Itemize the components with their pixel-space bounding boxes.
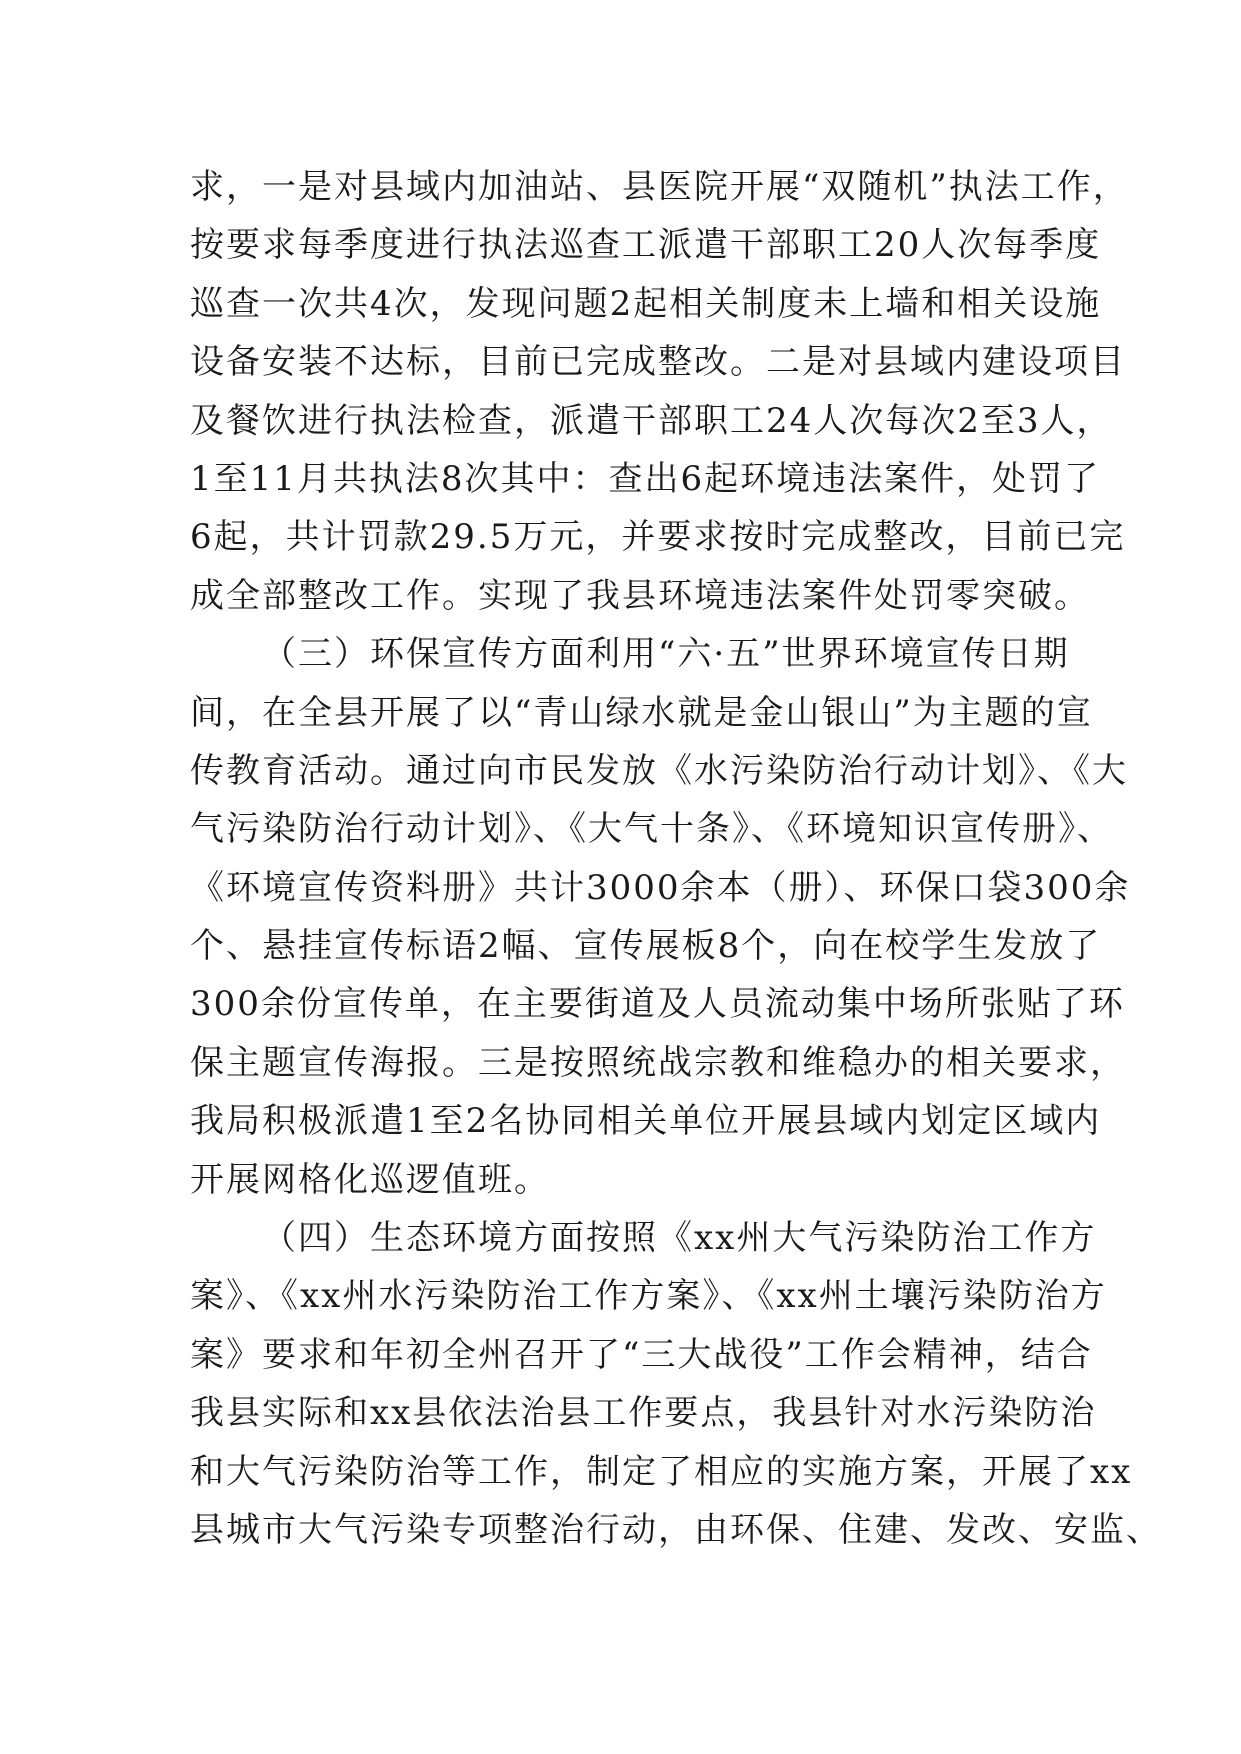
- text-line: （三）环保宣传方面利用“六·五”世界环境宣传日期: [262, 634, 1070, 675]
- text-line: 传教育活动。通过向市民发放《水污染防治行动计划》、《大: [190, 750, 1128, 791]
- text-line: 开展网格化巡逻值班。: [190, 1159, 550, 1200]
- text-line: 保主题宣传海报。三是按照统战宗教和维稳办的相关要求，: [190, 1042, 1126, 1083]
- text-line: 《环境宣传资料册》共计3000余本（册）、环保口袋300余: [190, 867, 1131, 908]
- text-line: 县城市大气污染专项整治行动，由环保、住建、发改、安监、: [190, 1509, 1162, 1550]
- text-line: 我局积极派遣1至2名协同相关单位开展县域内划定区域内: [190, 1101, 1102, 1142]
- paragraph-publicity: [190, 625, 1131, 1209]
- text-line: 按要求每季度进行执法巡查工派遣干部职工20人次每季度: [190, 225, 1102, 266]
- text-line: 间，在全县开展了以“青山绿水就是金山银山”为主题的宣: [190, 692, 1093, 733]
- text-line: 和大气污染防治等工作，制定了相应的实施方案，开展了xx: [190, 1451, 1133, 1492]
- text-line: 及餐饮进行执法检查，派遣干部职工24人次每次2至3人，: [190, 400, 1113, 441]
- document-body: [190, 158, 1162, 1559]
- paragraph-enforcement: [190, 158, 1129, 625]
- text-line: 个、悬挂宣传标语2幅、宣传展板8个，向在校学生发放了: [190, 926, 1102, 967]
- text-line: 气污染防治行动计划》、《大气十条》、《环境知识宣传册》、: [190, 809, 1113, 850]
- text-line: 6起，共计罚款29.5万元，并要求按时完成整改，目前已完: [190, 517, 1126, 558]
- text-line: 成全部整改工作。实现了我县环境违法案件处罚零突破。: [190, 575, 1090, 616]
- text-line: 我县实际和xx县依法治县工作要点，我县针对水污染防治: [190, 1393, 1097, 1434]
- text-line: 巡查一次共4次，发现问题2起相关制度未上墙和相关设施: [190, 283, 1102, 324]
- paragraph-ecology: [190, 1209, 1162, 1559]
- text-line: 设备安装不达标，目前已完成整改。二是对县域内建设项目: [190, 342, 1126, 383]
- text-line: 求，一是对县域内加油站、县医院开展“双随机”执法工作，: [190, 167, 1129, 207]
- text-line: 300余份宣传单，在主要街道及人员流动集中场所张贴了环: [190, 984, 1125, 1025]
- text-line: 案》、《xx州水污染防治工作方案》、《xx州土壤污染防治方: [190, 1276, 1107, 1317]
- text-line: （四）生态环境方面按照《xx州大气污染防治工作方: [262, 1218, 1097, 1259]
- text-line: 案》要求和年初全州召开了“三大战役”工作会精神，结合: [190, 1334, 1093, 1375]
- text-line: 1至11月共执法8次其中：查出6起环境违法案件，处罚了: [190, 458, 1101, 499]
